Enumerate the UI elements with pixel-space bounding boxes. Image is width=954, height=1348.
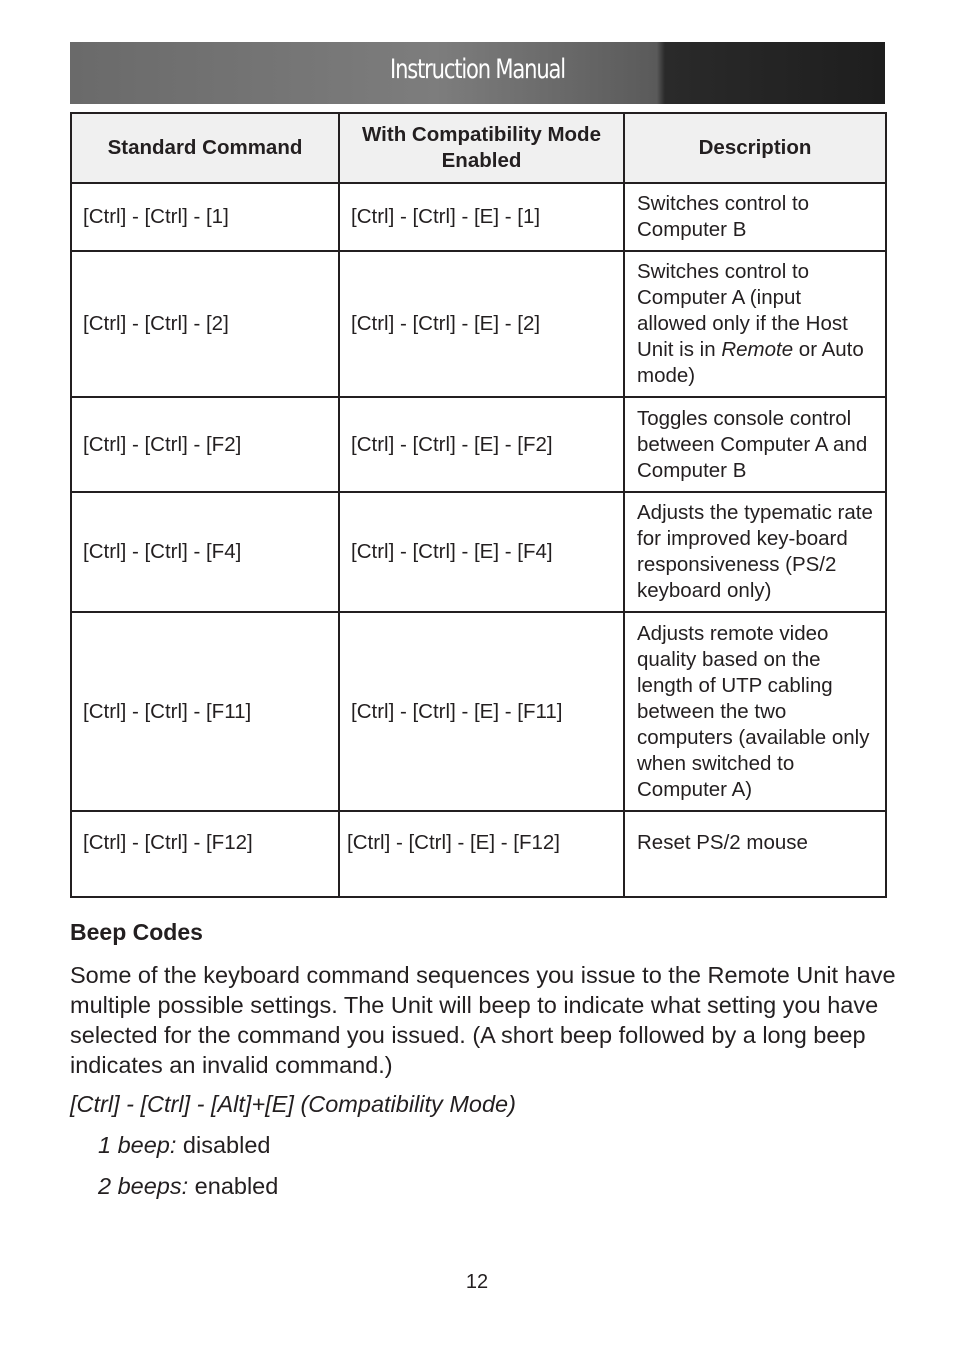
standard-command-cell: [Ctrl] - [Ctrl] - [F2] [71,397,339,492]
header-title: Instruction Manual [390,54,565,85]
header-bar [70,42,885,104]
description-cell: Toggles console control between Computer A and Computer B [624,397,886,492]
standard-command-cell: [Ctrl] - [Ctrl] - [F12] [71,811,339,897]
header-standard-command: Standard Command [71,113,339,183]
beep-list-item [98,1132,270,1159]
compatibility-command: [Ctrl] - [Ctrl] - [Alt]+[E] (Compatibility Mode) [70,1091,516,1117]
description-cell [624,251,886,397]
header-compatibility-mode: With Compatibility Mode Enabled [339,113,624,183]
description-cell: Adjusts remote video quality based on the length of UTP cabling between the two computers (available only when switched to Computer A) [624,612,886,811]
compat-command-cell: [Ctrl] - [Ctrl] - [E] - [2] [339,251,624,397]
beep-setting-value: enabled [188,1173,279,1199]
table-row [71,612,886,811]
table-row [71,492,886,612]
compat-command-cell: [Ctrl] - [Ctrl] - [E] - [F11] [339,612,624,811]
table-row [71,397,886,492]
compat-command-cell: [Ctrl] - [Ctrl] - [E] - [F2] [339,397,624,492]
beep-count-label: 2 beeps: [98,1173,189,1199]
table-header-row [71,113,886,183]
standard-command-cell: [Ctrl] - [Ctrl] - [F11] [71,612,339,811]
compat-command-cell: [Ctrl] - [Ctrl] - [E] - [1] [339,183,624,251]
description-text: Switches control to Computer A (input allowed only if the Host Unit is in [637,260,848,361]
compat-command-cell: [Ctrl] - [Ctrl] - [E] - [F12] [339,811,624,897]
section-heading: Beep Codes [70,919,203,945]
beep-count-label: 1 beep: [98,1132,177,1158]
description-cell: Adjusts the typematic rate for improved key-board responsiveness (PS/2 keyboard only) [624,492,886,612]
section-paragraph: Some of the keyboard command sequences you issue to the Remote Unit have multiple possible settings. The Unit will beep to indicate what setting you have selected for the command you issued. (A short beep followed by a long beep indicates an invalid command.) [70,962,896,1078]
page-number: 12 [465,1271,489,1293]
table-row [71,811,886,897]
command-table [70,112,887,898]
description-cell: Reset PS/2 mouse [624,811,886,897]
description-text: or Auto mode) [637,338,864,387]
table-row [71,183,886,251]
description-emphasis: Remote [721,338,794,361]
header-description: Description [624,113,886,183]
standard-command-cell: [Ctrl] - [Ctrl] - [F4] [71,492,339,612]
table-row [71,251,886,397]
beep-list-item [98,1173,278,1200]
compat-command-cell: [Ctrl] - [Ctrl] - [E] - [F4] [339,492,624,612]
standard-command-cell: [Ctrl] - [Ctrl] - [2] [71,251,339,397]
description-cell: Switches control to Computer B [624,183,886,251]
standard-command-cell: [Ctrl] - [Ctrl] - [1] [71,183,339,251]
beep-setting-value: disabled [176,1132,271,1158]
